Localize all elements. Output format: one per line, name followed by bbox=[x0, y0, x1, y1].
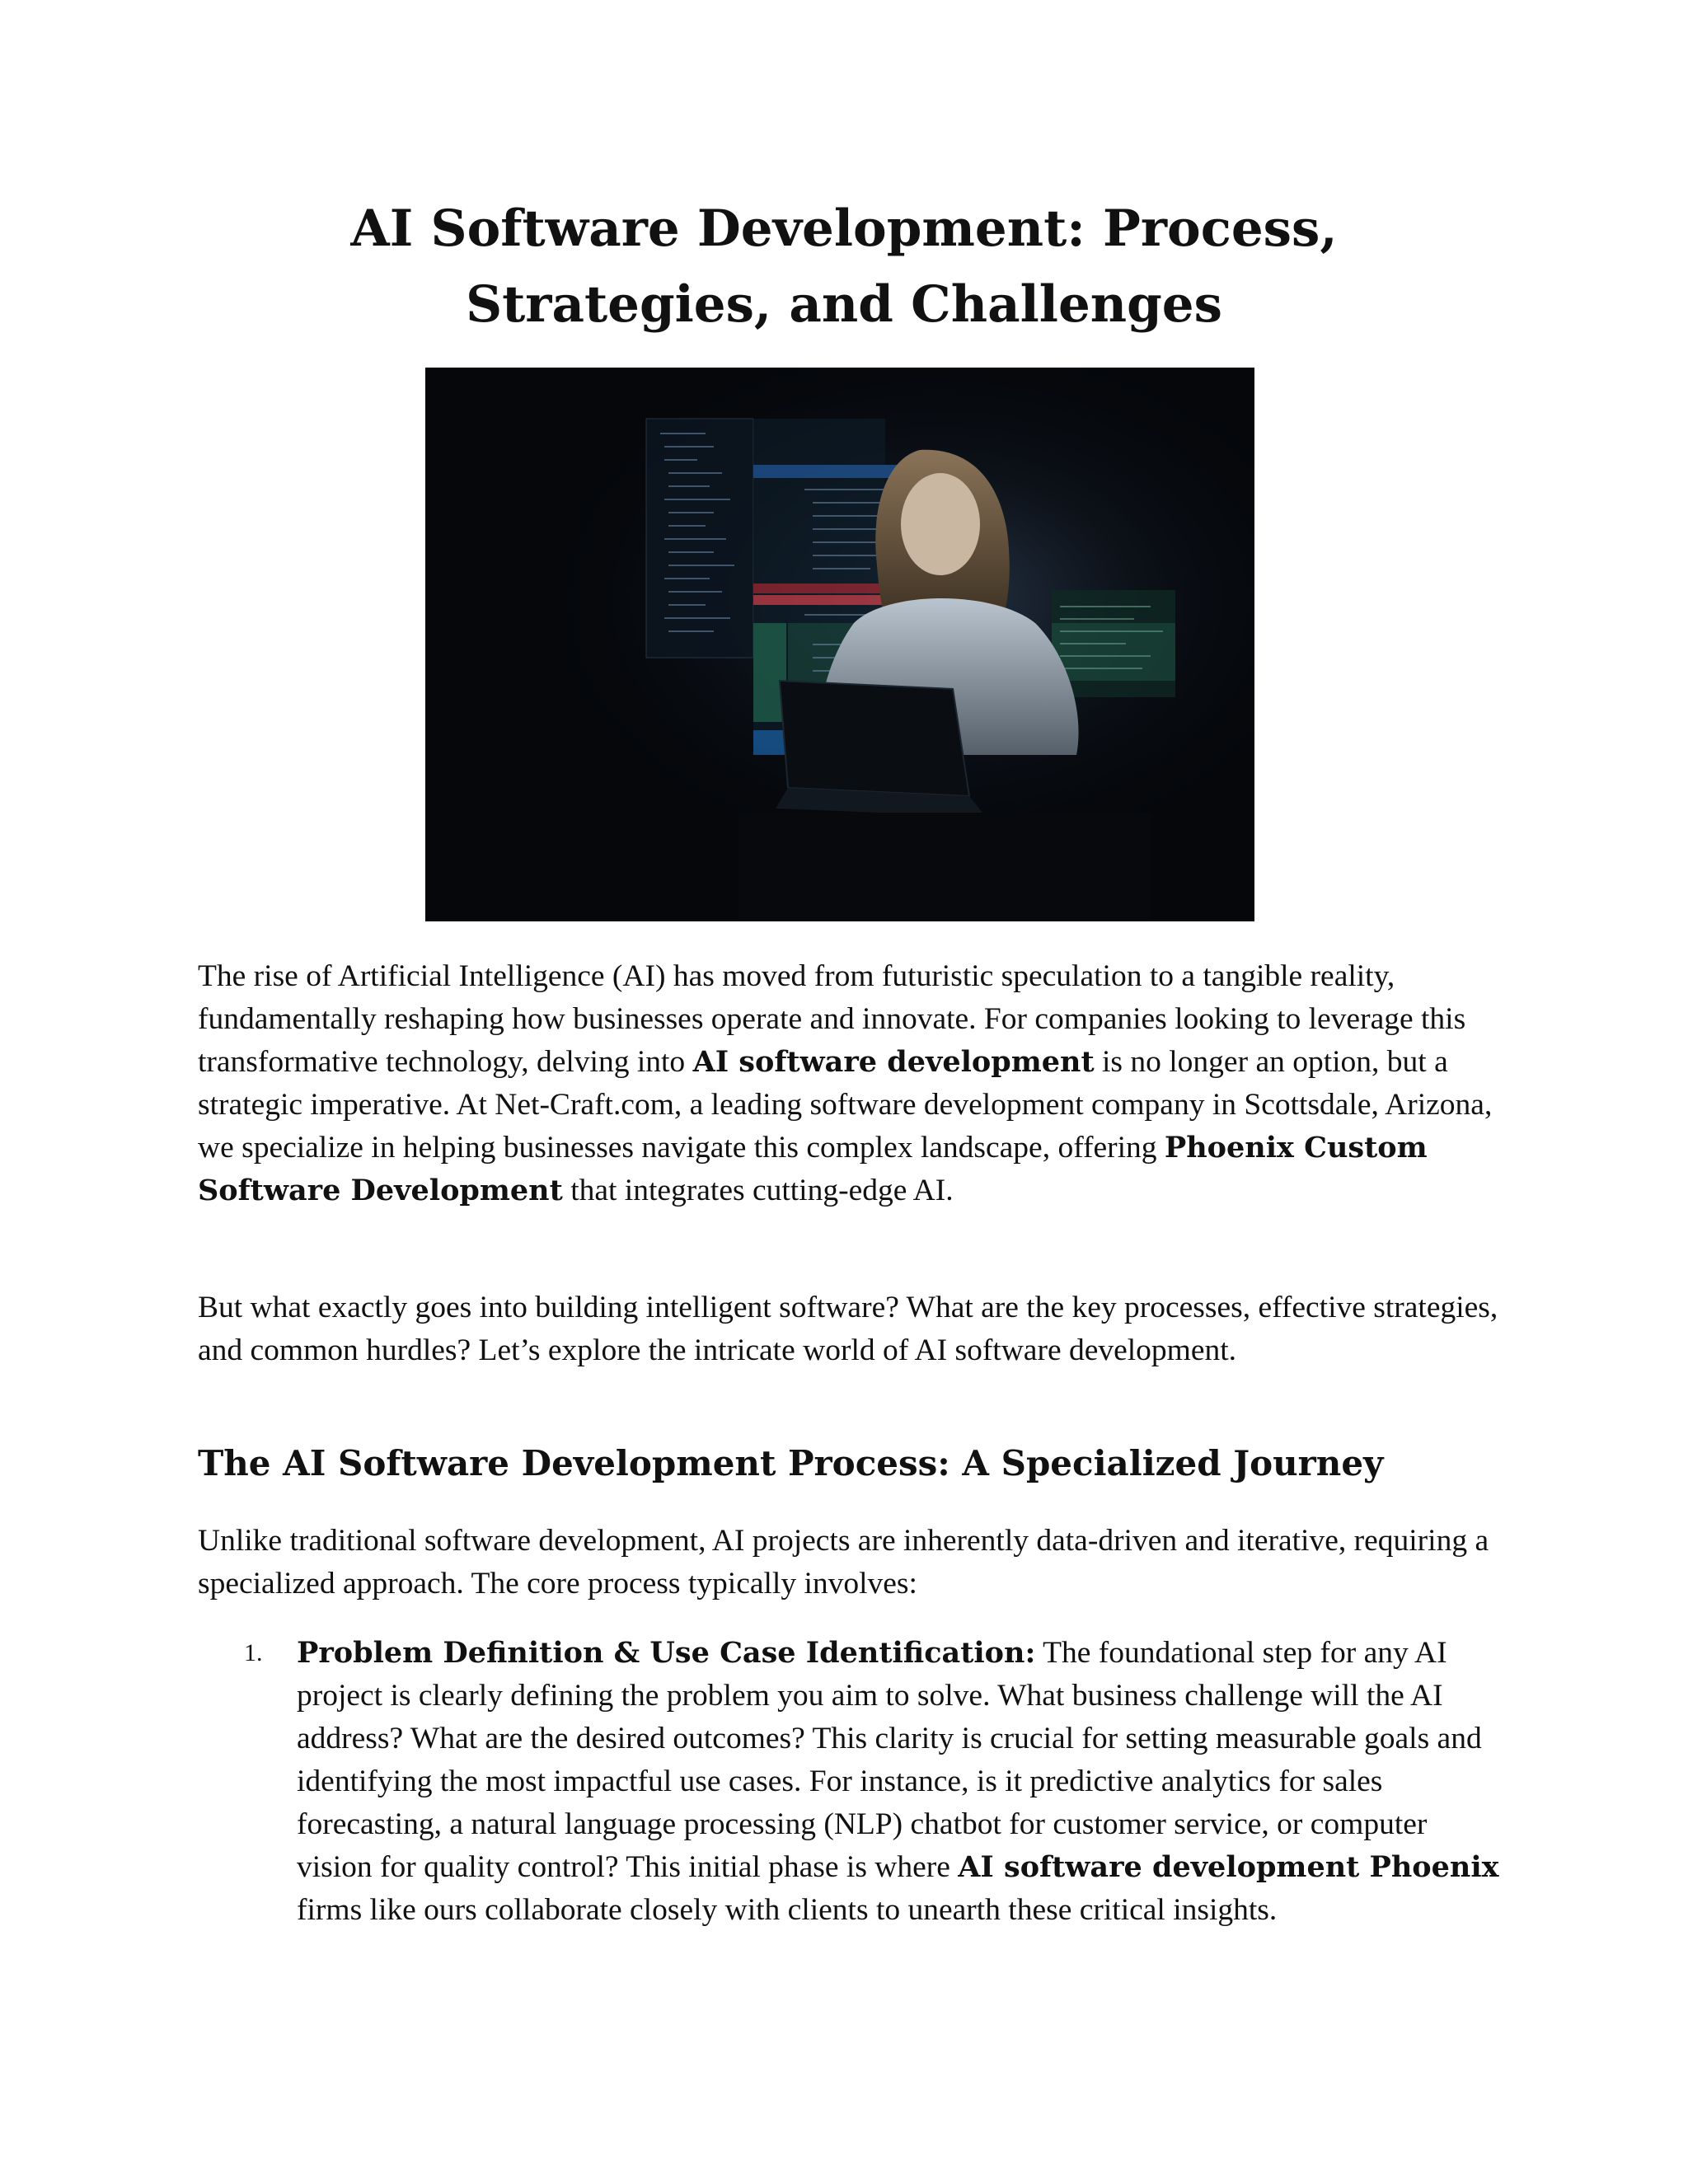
intro-paragraph bbox=[198, 955, 1500, 1212]
title-line-1: AI Software Development: Process, bbox=[350, 199, 1338, 258]
list-item-body bbox=[297, 1632, 1500, 1932]
document-title bbox=[198, 191, 1490, 343]
intro-text-2: is no longer an option, but a strategic imperative. At Net-Craft.com, a leading software development company in Scottsdale, Arizona, we specialize in helping businesses navigate this complex landscape, offering bbox=[198, 1045, 1493, 1165]
title-line-2: Strategies, and Challenges bbox=[466, 275, 1222, 334]
list-number: 1. bbox=[244, 1639, 263, 1666]
intro-bold-phoenix-custom: Phoenix Custom Software Development bbox=[198, 1131, 1428, 1207]
section-heading: The AI Software Development Process: A Specialized Journey bbox=[198, 1443, 1384, 1483]
list-item-bold: AI software development Phoenix bbox=[958, 1850, 1499, 1884]
paragraph-3: Unlike traditional software development, AI projects are inherently data-driven and iterative, requiring a specialized approach. The core process typically involves: bbox=[198, 1524, 1489, 1601]
paragraph-2: But what exactly goes into building intelligent software? What are the key processes, effective strategies, and common hurdles? Let’s explore the intricate world of AI software development. bbox=[198, 1291, 1498, 1367]
intro-bold-ai-software-development: AI software development bbox=[692, 1045, 1095, 1079]
list-item-heading: Problem Definition & Use Case Identification: bbox=[297, 1636, 1036, 1670]
hero-image bbox=[425, 368, 1254, 921]
woman-with-laptop-code-overlay-photo-icon bbox=[425, 368, 1254, 921]
list-item-text-1: The foundational step for any AI project is clearly defining the problem you aim to solve. What business challenge will the AI address? What are the desired outcomes? This clarity is crucial for setting measurable goals and identifying the most impactful use cases. For instance, is it predictive analytics for sales forecasting, a natural language processing (NLP) chatbot for customer service, or computer vision for quality control? This initial phase is where bbox=[297, 1636, 1482, 1884]
list-item-text-2: firms like ours collaborate closely with clients to unearth these critical insights. bbox=[297, 1893, 1278, 1927]
intro-text-3: that integrates cutting-edge AI. bbox=[562, 1174, 954, 1207]
intro-text-1: The rise of Artificial Intelligence (AI) has moved from futuristic speculation to a tangible reality, fundamentally reshaping how businesses operate and innovate. For companies looking to leverage this transformative technology, delving into bbox=[198, 959, 1466, 1079]
